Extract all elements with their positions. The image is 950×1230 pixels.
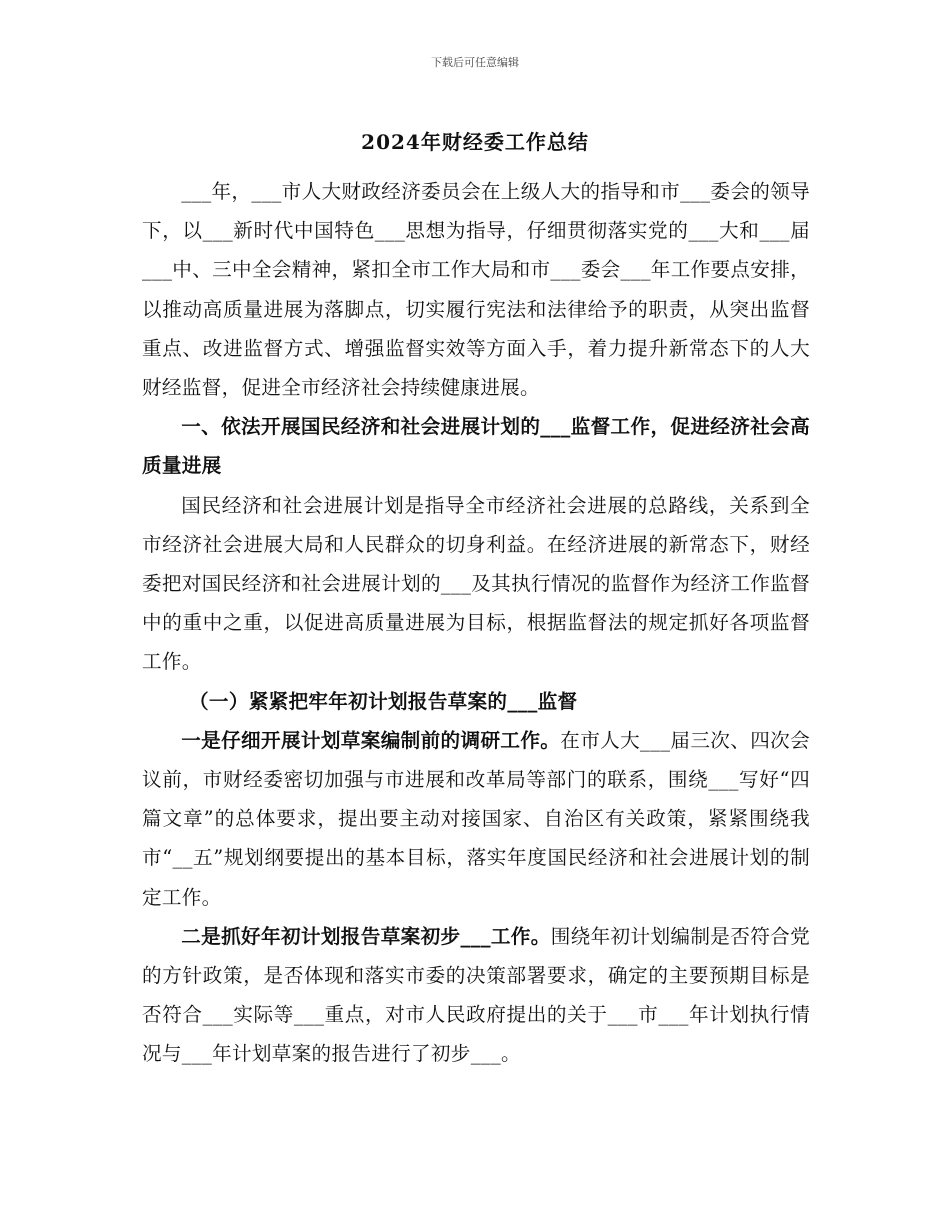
document-body	[142, 172, 810, 1074]
item-lead-2: 二是抓好年初计划报告草案初步___工作。	[181, 924, 551, 948]
item-text-2: 围绕年初计划编制是否符合党的方针政策，是否体现和落实市委的决策部署要求，确定的主要预期目标是否符合___实际等___重点，对市人民政府提出的关于___市___年计划执行情况与___年计划草案的报告进行了初步___。	[142, 924, 811, 1066]
intro-paragraph: ___年，___市人大财政经济委员会在上级人大的指导和市___委会的领导下，以___新时代中国特色___思想为指导，仔细贯彻落实党的___大和___届___中、三中全会精神，紧扣全市工作大局和市___委会___年工作要点安排，以推动高质量进展为落脚点，切实履行宪法和法律给予的职责，从突出监督重点、改进监督方式、增强监督实效等方面入手，着力提升新常态下的人大财经监督，促进全市经济社会持续健康进展。	[142, 180, 810, 400]
page-header-note: 下载后可任意编辑	[431, 56, 519, 69]
document-title: 2024年财经委工作总结	[361, 130, 589, 154]
item-lead-1: 一是仔细开展计划草案编制前的调研工作。	[181, 728, 561, 752]
item-text-1: 在市人大___届三次、四次会议前，市财经委密切加强与市进展和改革局等部门的联系，围绕___写好“四篇文章”的总体要求，提出要主动对接国家、自治区有关政策，紧紧围绕我市“__五”规划纲要提出的基本目标，落实年度国民经济和社会进展计划的制定工作。	[142, 728, 810, 909]
item-paragraph-1	[142, 721, 810, 917]
subsection-heading: （一）紧紧把牢年初计划报告草案的___监督	[189, 689, 578, 713]
item-paragraph-2	[142, 917, 810, 1074]
section-heading-1: 一、依法开展国民经济和社会进展计划的___监督工作，促进经济社会高质量进展	[142, 415, 810, 478]
body-paragraph: 国民经济和社会进展计划是指导全市经济社会进展的总路线，关系到全市经济社会进展大局和人民群众的切身利益。在经济进展的新常态下，财经委把对国民经济和社会进展计划的___及其执行情况的监督作为经济工作监督中的重中之重，以促进高质量进展为目标，根据监督法的规定抓好各项监督工作。	[142, 493, 810, 674]
